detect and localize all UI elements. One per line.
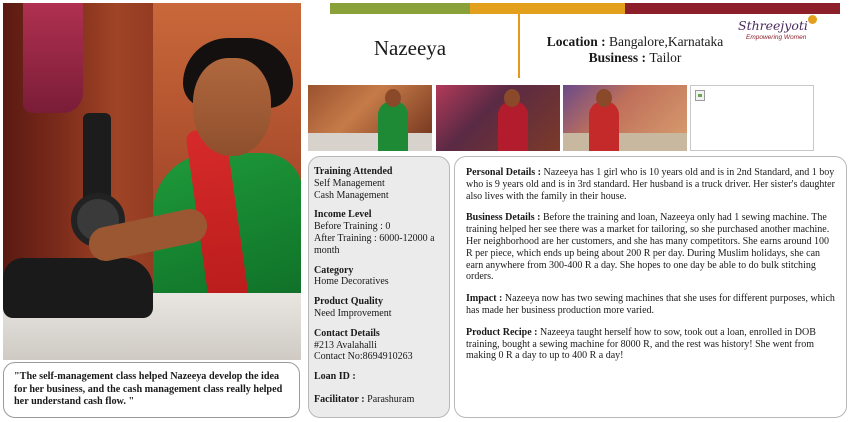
header-bar-green: [330, 3, 470, 14]
broken-image-icon: [695, 90, 705, 101]
facilitator-value: Parashuram: [367, 393, 415, 405]
thumb-person: [378, 101, 408, 151]
thumb-table: [308, 133, 432, 151]
training-heading: Training Attended: [314, 166, 393, 177]
income-heading: Income Level: [314, 209, 372, 221]
thumbnail-photo-2[interactable]: [436, 85, 560, 151]
category-value: Home Decoratives: [314, 276, 389, 288]
facilitator-section: [314, 394, 445, 406]
business-details: [466, 212, 836, 283]
recipe-text: Nazeeya taught herself how to sow, took out a loan, enrolled in DOB training, bought a sewing machine for 8000 R, and the rest was history! She went from making 0 R a day to up to 400 R a day!: [466, 326, 816, 362]
location-value: Bangalore,Karnataka: [608, 34, 724, 49]
quote-text: "The self-management class helped Nazeeya develop the idea for her business, and the cash management class really helped her understand cash flow. ": [14, 371, 283, 407]
profile-name: Nazeeya: [373, 36, 447, 60]
location-line: [530, 34, 740, 50]
quality-value: Need Improvement: [314, 307, 392, 319]
photo-face: [193, 58, 271, 156]
loan-heading: Loan ID :: [314, 371, 356, 383]
thumbnail-photo-4[interactable]: [690, 85, 814, 151]
recipe-label: Product Recipe :: [466, 326, 538, 338]
contact-section: [314, 328, 445, 363]
header-divider: [518, 14, 520, 78]
details-panel: [454, 156, 847, 418]
impact-label: Impact :: [466, 293, 503, 305]
contact-address: #213 Avalahalli: [314, 339, 377, 351]
info-panel: [308, 156, 450, 418]
income-after: After Training : 6000-12000 a month: [314, 232, 435, 256]
location-sep: :: [601, 34, 609, 49]
quality-section: [314, 296, 445, 320]
business-line: [530, 50, 740, 66]
business-sep: :: [641, 50, 650, 65]
impact-text: Nazeeya now has two sewing machines that she uses for different purposes, which has made her business production more varied.: [466, 293, 835, 316]
thumb-head: [596, 89, 612, 107]
thumb-person: [498, 101, 528, 151]
thumb-head: [385, 89, 401, 107]
thumb-person: [589, 101, 619, 151]
location-label: Location: [546, 34, 598, 49]
business-label: Business: [588, 50, 639, 65]
personal-text: Nazeeya has 1 girl who is 10 years old and is in 2nd Standard, and 1 boy who is 9 years old and is in 3rd standard. Her husband is a truck driver. Her sister's daughter also lives with the family in their house.: [466, 167, 835, 202]
personal-label: Personal Details :: [466, 167, 541, 178]
product-recipe: [466, 327, 836, 362]
personal-details: [466, 167, 836, 202]
logo: [738, 17, 818, 45]
thumb-head: [504, 89, 520, 107]
quality-heading: Product Quality: [314, 296, 383, 308]
training-section: [314, 166, 445, 201]
training-item: Cash Management: [314, 189, 389, 201]
business-details-text: Before the training and loan, Nazeeya only had 1 sewing machine. The training helped her see there was a market for tailoring, so she purchased another machine. Her neighborhood are her customers, and she has many competitors. She earns around 100 R per piece, which ends up being about 200 R per day. During Muslim holidays, she can earn anywhere from 300-400 R a day. She hopes to one day be able to do bulk stitching orders.: [466, 212, 830, 283]
impact-details: [466, 293, 836, 317]
category-heading: Category: [314, 264, 354, 276]
logo-sun-icon: [808, 15, 817, 24]
loan-section: [314, 371, 445, 383]
header-bar-red: [625, 3, 840, 14]
business-value: Tailor: [649, 50, 682, 65]
business-details-label: Business Details :: [466, 212, 541, 224]
logo-word: Sthreejyoti: [738, 18, 808, 33]
income-before: Before Training : 0: [314, 221, 391, 233]
training-item: Self Management: [314, 177, 385, 189]
category-section: [314, 265, 445, 289]
thumbnail-photo-3[interactable]: [563, 85, 687, 151]
quote-box: [3, 362, 300, 418]
logo-tagline: Empowering Women: [746, 34, 807, 41]
thumb-floor: [563, 133, 687, 151]
photo-fabric: [3, 258, 153, 318]
facilitator-heading: Facilitator :: [314, 393, 365, 405]
photo-hanging-cloth: [23, 3, 83, 113]
profile-meta: [530, 34, 740, 66]
contact-number: Contact No:8694910263: [314, 351, 413, 363]
income-section: [314, 209, 445, 256]
header-bar-orange: [470, 3, 625, 14]
thumbnail-photo-1[interactable]: [308, 85, 432, 151]
main-photo: [3, 3, 301, 360]
contact-heading: Contact Details: [314, 327, 380, 339]
